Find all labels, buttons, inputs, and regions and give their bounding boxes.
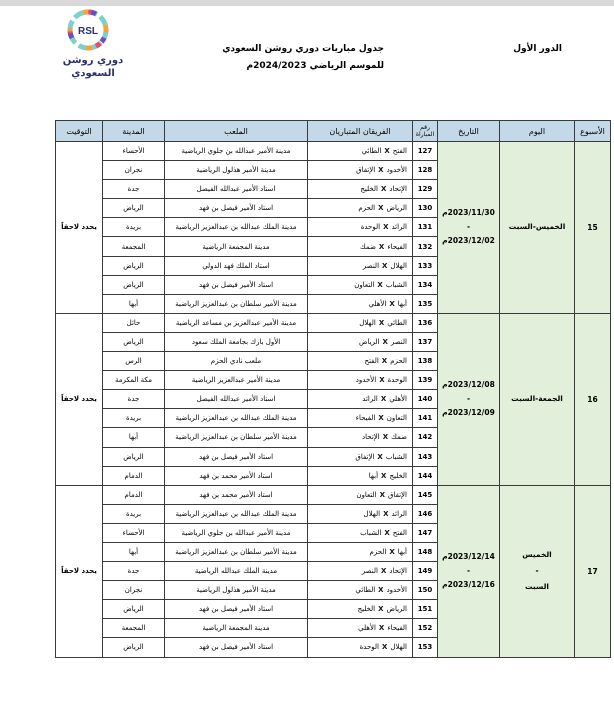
match-stadium: مدينة الأمير عبدالعزيز الرياضية <box>165 371 308 390</box>
col-day: اليوم <box>500 121 575 142</box>
match-number: 136 <box>413 313 438 332</box>
away-team: الإتفاق <box>356 166 376 175</box>
vs-mark: X <box>378 242 385 251</box>
home-team: الإتحاد <box>389 185 407 194</box>
vs-mark: X <box>378 605 384 614</box>
home-team: الخليج <box>389 471 407 480</box>
vs-mark: X <box>383 223 389 232</box>
match-teams <box>308 428 413 447</box>
home-team: الطائي <box>387 318 407 327</box>
match-teams <box>308 581 413 600</box>
match-city: الدمام <box>103 466 165 485</box>
match-number: 150 <box>413 581 438 600</box>
home-team: أبها <box>397 548 407 557</box>
home-team: الفتح <box>392 147 407 156</box>
match-teams <box>308 256 413 275</box>
svg-text:RSL: RSL <box>78 26 98 37</box>
match-number: 144 <box>413 466 438 485</box>
match-number: 137 <box>413 332 438 351</box>
match-city: حائل <box>103 313 165 332</box>
match-city: أبها <box>103 542 165 561</box>
match-teams <box>308 600 413 619</box>
away-team: الطائي <box>361 147 382 156</box>
away-team: الرائد <box>362 395 378 404</box>
match-teams <box>308 638 413 657</box>
match-number: 139 <box>413 371 438 390</box>
vs-mark: X <box>378 414 384 423</box>
match-stadium: الأول بارك بجامعة الملك سعود <box>165 332 308 351</box>
page-title: جدول مباريات دوري روشن السعودي <box>222 44 384 54</box>
week-date <box>438 313 500 485</box>
match-city: مكة المكرمة <box>103 371 165 390</box>
day-line: - <box>535 566 539 576</box>
vs-mark: X <box>378 204 384 213</box>
match-city: الرياض <box>103 638 165 657</box>
col-city: المدينة <box>103 121 165 142</box>
home-team: الرائد <box>391 223 407 232</box>
vs-mark: X <box>382 261 388 270</box>
match-city: الأحساء <box>103 523 165 542</box>
match-number: 133 <box>413 256 438 275</box>
match-teams <box>308 523 413 542</box>
match-teams <box>308 466 413 485</box>
match-stadium: مدينة الأمير سلطان بن عبدالعزيز الرياضية <box>165 542 308 561</box>
home-team: الهلال <box>390 643 407 652</box>
home-team: الفيحاء <box>387 624 407 633</box>
week-number: 16 <box>575 313 611 485</box>
match-city: نجران <box>103 161 165 180</box>
match-city: الدمام <box>103 485 165 504</box>
home-team: الفتح <box>392 528 407 537</box>
match-stadium: استاد الأمير فيصل بن فهد <box>165 199 308 218</box>
home-team: الوحدة <box>387 376 407 385</box>
match-stadium: مدينة الأمير عبدالله بن جلوي الرياضية <box>165 142 308 161</box>
match-teams <box>308 142 413 161</box>
week-time: يحدد لاحقاً <box>56 313 103 485</box>
home-team: الشباب <box>385 280 407 289</box>
away-team: ضمك <box>360 242 376 251</box>
match-stadium: مدينة المجمعة الرياضية <box>165 619 308 638</box>
table-row <box>56 485 611 504</box>
match-teams <box>308 390 413 409</box>
away-team: الفتح <box>364 357 379 366</box>
away-team: الحزم <box>369 548 387 557</box>
date-date-sep: - <box>466 566 471 576</box>
home-team: الإتحاد <box>389 567 407 576</box>
match-city: الرياض <box>103 332 165 351</box>
match-city: جدة <box>103 390 165 409</box>
away-team: الأهلي <box>358 624 376 633</box>
home-team: الرياض <box>386 204 407 213</box>
match-stadium: مدينة الأمير عبدالعزيز بن مساعد الرياضية <box>165 313 308 332</box>
week-date <box>438 485 500 657</box>
home-team: الأخدود <box>386 166 407 175</box>
top-border <box>0 0 614 6</box>
date-date-from: 2023/12/08م <box>442 380 495 390</box>
match-stadium: استاد الأمير عبدالله الفيصل <box>165 390 308 409</box>
vs-mark: X <box>380 185 387 194</box>
vs-mark: X <box>382 337 388 346</box>
away-team: أبها <box>368 471 379 480</box>
match-number: 153 <box>413 638 438 657</box>
date-date-to: 2023/12/16م <box>442 580 495 590</box>
rsl-logo-icon <box>66 8 110 52</box>
col-stadium: الملعب <box>165 121 308 142</box>
schedule-table <box>55 120 611 658</box>
week-day <box>500 485 575 657</box>
away-team: الإتحاد <box>362 433 380 442</box>
match-stadium: استاد الأمير محمد بن فهد <box>165 466 308 485</box>
away-team: الحزم <box>358 204 376 213</box>
vs-mark: X <box>379 376 385 385</box>
away-team: الوحدة <box>359 643 380 652</box>
away-team: الأهلي <box>368 299 387 308</box>
away-team: الخليج <box>360 185 378 194</box>
date-date-sep: - <box>466 394 471 404</box>
match-teams <box>308 275 413 294</box>
week-time: يحدد لاحقاً <box>56 142 103 314</box>
match-stadium: استاد الأمير محمد بن فهد <box>165 485 308 504</box>
date-date-from: 2023/12/14م <box>442 552 495 562</box>
away-team: الطائي <box>355 586 376 595</box>
week-time: يحدد لاحقاً <box>56 485 103 657</box>
match-stadium: استاد الأمير فيصل بن فهد <box>165 275 308 294</box>
date-date-sep: - <box>466 222 471 232</box>
match-city: بريدة <box>103 409 165 428</box>
away-team: النصر <box>362 261 380 270</box>
vs-mark: X <box>389 299 395 308</box>
vs-mark: X <box>380 567 387 576</box>
match-number: 128 <box>413 161 438 180</box>
match-city: جدة <box>103 180 165 199</box>
home-team: الأهلي <box>389 395 407 404</box>
vs-mark: X <box>377 280 383 289</box>
match-stadium: مدينة الملك عبدالله الرياضية <box>165 562 308 581</box>
table-header-row <box>56 121 611 142</box>
vs-mark: X <box>384 147 390 156</box>
week-number: 17 <box>575 485 611 657</box>
match-number: 141 <box>413 409 438 428</box>
match-city: المجمعة <box>103 619 165 638</box>
home-team: الحزم <box>390 357 407 366</box>
logo-name-line2: السعودي <box>71 68 115 79</box>
vs-mark: X <box>379 490 385 499</box>
vs-mark: X <box>381 471 387 480</box>
match-teams <box>308 409 413 428</box>
match-stadium: استاد الأمير عبدالله الفيصل <box>165 180 308 199</box>
match-stadium: مدينة الأمير عبدالله بن جلوي الرياضية <box>165 523 308 542</box>
match-number: 138 <box>413 352 438 371</box>
match-number: 143 <box>413 447 438 466</box>
match-number: 134 <box>413 275 438 294</box>
match-number: 131 <box>413 218 438 237</box>
match-city: جدة <box>103 562 165 581</box>
vs-mark: X <box>378 586 384 595</box>
match-city: بريدة <box>103 218 165 237</box>
vs-mark: X <box>378 166 384 175</box>
away-team: الهلال <box>359 318 376 327</box>
home-team: ضمك <box>391 433 407 442</box>
away-team: التعاون <box>356 490 377 499</box>
match-number: 146 <box>413 504 438 523</box>
match-city: أبها <box>103 294 165 313</box>
match-number: 127 <box>413 142 438 161</box>
schedule-body <box>56 142 611 658</box>
match-teams <box>308 332 413 351</box>
away-team: الشباب <box>360 528 382 537</box>
col-match-no: رقم المباراة <box>413 121 438 142</box>
away-team: الرياض <box>358 337 380 346</box>
away-team: الفيحاء <box>355 414 376 423</box>
match-stadium: مدينة الملك عبدالله بن عبدالعزيز الرياضية <box>165 218 308 237</box>
match-city: الرياض <box>103 600 165 619</box>
home-team: الأخدود <box>386 586 407 595</box>
match-number: 140 <box>413 390 438 409</box>
logo-name-line1: دوري روشن <box>62 55 124 66</box>
match-number: 147 <box>413 523 438 542</box>
match-teams <box>308 371 413 390</box>
match-number: 148 <box>413 542 438 561</box>
table-row <box>56 142 611 161</box>
col-time: التوقيت <box>56 121 103 142</box>
match-teams <box>308 199 413 218</box>
day-line: الخميس <box>522 550 552 560</box>
match-city: الأحساء <box>103 142 165 161</box>
home-team: الفيحاء <box>387 242 407 251</box>
match-city: الرس <box>103 352 165 371</box>
away-team: الهلال <box>363 509 381 518</box>
match-teams <box>308 237 413 256</box>
day-line: السبت <box>524 582 550 592</box>
week-day <box>500 313 575 485</box>
match-city: المجمعة <box>103 237 165 256</box>
match-city: الرياض <box>103 275 165 294</box>
match-stadium: مدينة الأمير هذلول الرياضية <box>165 161 308 180</box>
match-number: 151 <box>413 600 438 619</box>
week-day <box>500 142 575 314</box>
match-number: 152 <box>413 619 438 638</box>
rsl-logo <box>56 8 124 86</box>
match-number: 132 <box>413 237 438 256</box>
match-stadium: استاد الأمير فيصل بن فهد <box>165 638 308 657</box>
vs-mark: X <box>389 548 395 557</box>
home-team: التعاون <box>386 414 407 423</box>
match-stadium: ملعب نادي الحزم <box>165 352 308 371</box>
match-number: 135 <box>413 294 438 313</box>
match-teams <box>308 562 413 581</box>
day-line: الخميس-السبت <box>508 222 566 232</box>
match-teams <box>308 485 413 504</box>
match-stadium: مدينة الملك عبدالله بن عبدالعزيز الرياضية <box>165 504 308 523</box>
match-stadium: استاد الأمير فيصل بن فهد <box>165 600 308 619</box>
away-team: النصر <box>361 567 378 576</box>
vs-mark: X <box>378 318 385 327</box>
date-date-from: 2023/11/30م <box>442 208 495 218</box>
away-team: الإتفاق <box>355 452 375 461</box>
match-city: الرياض <box>103 199 165 218</box>
week-date <box>438 142 500 314</box>
col-date: التاريخ <box>438 121 500 142</box>
vs-mark: X <box>383 509 389 518</box>
match-teams <box>308 161 413 180</box>
match-stadium: مدينة الملك عبدالله بن عبدالعزيز الرياضية <box>165 409 308 428</box>
match-teams <box>308 180 413 199</box>
match-stadium: استاد الأمير فيصل بن فهد <box>165 447 308 466</box>
home-team: الإتفاق <box>388 490 407 499</box>
vs-mark: X <box>380 395 387 404</box>
vs-mark: X <box>382 643 388 652</box>
match-teams <box>308 294 413 313</box>
match-number: 130 <box>413 199 438 218</box>
match-stadium: مدينة الأمير سلطان بن عبدالعزيز الرياضية <box>165 428 308 447</box>
table-row <box>56 313 611 332</box>
match-teams <box>308 447 413 466</box>
match-stadium: استاد الملك فهد الدولي <box>165 256 308 275</box>
vs-mark: X <box>384 528 390 537</box>
vs-mark: X <box>377 452 383 461</box>
date-date-to: 2023/12/09م <box>442 408 495 418</box>
match-city: بريدة <box>103 504 165 523</box>
away-team: الأخدود <box>355 376 377 385</box>
match-city: الرياض <box>103 256 165 275</box>
match-stadium: مدينة الأمير هذلول الرياضية <box>165 581 308 600</box>
away-team: الخليج <box>357 605 376 614</box>
match-teams <box>308 313 413 332</box>
match-teams <box>308 352 413 371</box>
col-week: الأسبوع <box>575 121 611 142</box>
match-number: 129 <box>413 180 438 199</box>
match-city: نجران <box>103 581 165 600</box>
home-team: أبها <box>397 299 407 308</box>
match-stadium: مدينة الأمير سلطان بن عبدالعزيز الرياضية <box>165 294 308 313</box>
match-city: الرياض <box>103 447 165 466</box>
week-number: 15 <box>575 142 611 314</box>
match-number: 149 <box>413 562 438 581</box>
round-label: الدور الأول <box>513 44 562 54</box>
home-team: الرائد <box>391 509 407 518</box>
date-date-to: 2023/12/02م <box>442 236 495 246</box>
home-team: الشباب <box>385 452 407 461</box>
match-teams <box>308 542 413 561</box>
home-team: الهلال <box>390 261 407 270</box>
day-line: الجمعة-السبت <box>511 394 563 404</box>
home-team: الرياض <box>386 605 407 614</box>
home-team: النصر <box>390 337 407 346</box>
away-team: الوحدة <box>360 223 381 232</box>
match-teams <box>308 619 413 638</box>
match-teams <box>308 218 413 237</box>
vs-mark: X <box>378 624 385 633</box>
match-stadium: مدينة المجمعة الرياضية <box>165 237 308 256</box>
page-subtitle: للموسم الرياضي 2024/2023م <box>246 61 384 71</box>
match-city: أبها <box>103 428 165 447</box>
vs-mark: X <box>381 357 388 366</box>
match-teams <box>308 504 413 523</box>
match-number: 142 <box>413 428 438 447</box>
col-teams: الفريقان المتباريان <box>308 121 413 142</box>
match-number: 145 <box>413 485 438 504</box>
away-team: التعاون <box>354 280 375 289</box>
vs-mark: X <box>382 433 389 442</box>
